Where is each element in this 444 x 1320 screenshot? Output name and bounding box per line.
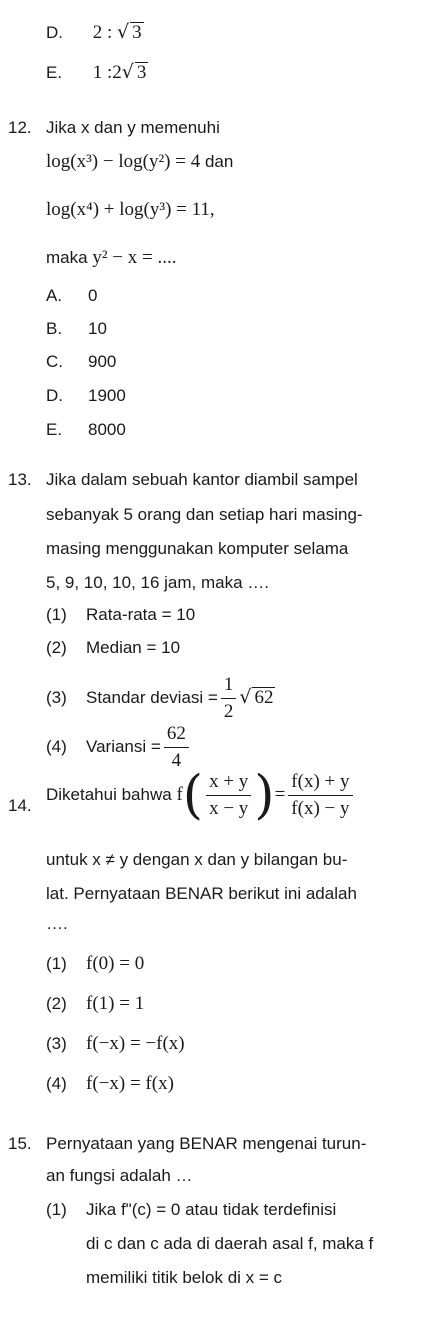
argument-denominator: x − y <box>209 798 249 820</box>
option-letter: E. <box>46 420 63 439</box>
q13-item-1 <box>46 603 195 627</box>
q12-ask <box>46 246 176 270</box>
ratio-left: 2 : <box>92 22 113 43</box>
ask-prefix: maka <box>46 248 88 267</box>
q12-equation-2: log(x⁴) + log(y³) = 11, <box>46 199 215 220</box>
item-number: (4) <box>46 1074 67 1093</box>
q14-intro: Diketahui bahwa <box>46 785 172 804</box>
item-number: (1) <box>46 954 67 973</box>
q12-option-e <box>46 418 126 442</box>
option-text: 900 <box>88 352 117 371</box>
q14-item-4 <box>46 1072 174 1096</box>
item-text: Rata-rata = 10 <box>86 605 196 624</box>
fraction-numerator: 1 <box>221 672 237 699</box>
q12-option-c <box>46 350 116 374</box>
option-letter: C. <box>46 352 63 371</box>
rhs-numerator: f(x) + y <box>288 769 352 796</box>
item-label: Standar deviasi = <box>86 688 218 707</box>
option-text: 1900 <box>88 386 126 405</box>
q14-equation <box>46 764 356 826</box>
option-letter: D. <box>46 386 63 405</box>
item-text: Jika f"(c) = 0 atau tidak terdefinisi <box>86 1200 337 1219</box>
q12-equation-1 <box>46 150 233 174</box>
option-ratio <box>93 62 149 83</box>
q15-item-1-line-2: di c dan c ada di daerah asal f, maka f <box>86 1234 374 1253</box>
argument-fraction <box>206 769 251 822</box>
sqrt-sign: √ <box>239 686 252 708</box>
q13-line-1: Jika dalam sebuah kantor diambil sampel <box>46 470 358 489</box>
item-number: (2) <box>46 638 67 657</box>
q14-line-3: …. <box>46 914 68 933</box>
item-number: (1) <box>46 605 67 624</box>
fraction-denominator: 4 <box>171 750 182 772</box>
option-letter: B. <box>46 319 63 338</box>
equals-sign: = <box>274 784 286 805</box>
q12-option-a <box>46 284 97 308</box>
fraction-denominator: 2 <box>223 701 234 723</box>
ratio-left: 1 : <box>92 62 113 83</box>
rhs-denominator: f(x) − y <box>291 798 350 820</box>
right-paren: ) <box>254 765 275 826</box>
q12-option-b <box>46 317 107 341</box>
function-f: f <box>176 784 183 805</box>
equation: log(x³) − log(y²) = 4 <box>46 151 201 172</box>
q13-item-2 <box>46 636 180 660</box>
q12-intro: Jika x dan y memenuhi <box>46 118 220 137</box>
option-letter: D. <box>46 23 63 42</box>
radicand: 3 <box>136 62 147 83</box>
radicand: 3 <box>132 22 142 43</box>
fraction-numerator: 62 <box>164 721 189 748</box>
q13-line-3: masing menggunakan komputer selama <box>46 539 349 558</box>
left-paren: ( <box>182 765 204 826</box>
question-number-13: 13. <box>8 470 32 489</box>
option-ratio <box>93 22 144 43</box>
q15-line-1: Pernyataan yang BENAR mengenai turun- <box>46 1134 367 1153</box>
item-number: (1) <box>46 1200 67 1219</box>
item-text: f(−x) = −f(x) <box>86 1033 185 1054</box>
q12-option-d <box>46 384 126 408</box>
equation-tail: dan <box>204 152 234 171</box>
item-text: Median = 10 <box>86 638 181 657</box>
coef: 2 <box>112 62 122 83</box>
q13-line-2: sebanyak 5 orang dan setiap hari masing- <box>46 505 363 524</box>
item-text: f(−x) = f(x) <box>86 1073 174 1094</box>
q14-line-2: lat. Pernyataan BENAR berikut ini adalah <box>46 884 357 903</box>
item-text: f(1) = 1 <box>86 993 145 1014</box>
option-e-prev <box>46 60 148 85</box>
item-number: (3) <box>46 1034 67 1053</box>
option-d-prev <box>46 20 144 45</box>
question-number-14: 14. <box>8 796 32 815</box>
sqrt-sign: √ <box>117 21 130 43</box>
item-number: (2) <box>46 994 67 1013</box>
question-number-15: 15. <box>8 1134 32 1153</box>
ask-expression: y² − x = .... <box>92 247 177 268</box>
q15-line-2: an fungsi adalah … <box>46 1166 193 1185</box>
option-letter: A. <box>46 286 63 305</box>
question-number-12: 12. <box>8 118 32 137</box>
item-text: f(0) = 0 <box>86 953 145 974</box>
q14-item-1 <box>46 952 144 976</box>
q14-line-1: untuk x ≠ y dengan x dan y bilangan bu- <box>46 850 348 869</box>
q14-item-3 <box>46 1032 185 1056</box>
option-text: 8000 <box>88 420 126 439</box>
argument-numerator: x + y <box>206 769 251 796</box>
option-letter: E. <box>46 63 63 82</box>
option-text: 0 <box>88 286 98 305</box>
fraction <box>221 672 237 725</box>
item-number: (3) <box>46 688 67 707</box>
rhs-fraction <box>288 769 352 822</box>
q13-line-4: 5, 9, 10, 10, 16 jam, maka …. <box>46 573 270 592</box>
option-text: 10 <box>88 319 107 338</box>
item-label: Variansi = <box>86 737 161 756</box>
q14-item-2 <box>46 992 144 1016</box>
radicand: 62 <box>254 687 274 708</box>
q15-item-1-line-1 <box>46 1198 336 1222</box>
q15-item-1-line-3: memiliki titik belok di x = c <box>86 1268 283 1287</box>
item-number: (4) <box>46 737 67 756</box>
sqrt-sign: √ <box>121 61 134 83</box>
